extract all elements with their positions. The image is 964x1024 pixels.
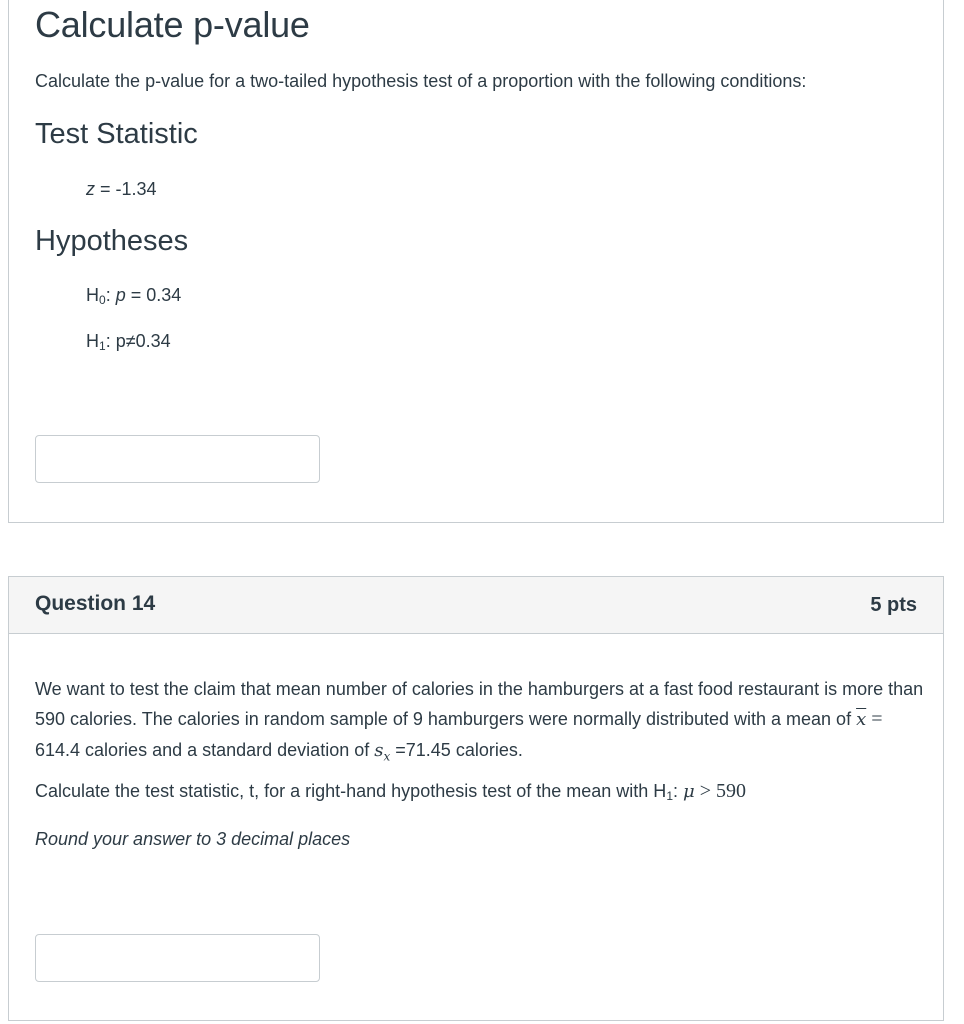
test-statistic-heading: Test Statistic bbox=[35, 118, 198, 150]
xbar-symbol: $\overline{x}$ bbox=[856, 709, 867, 730]
sx-symbol: s bbox=[374, 740, 384, 761]
task-number: 590 bbox=[716, 780, 746, 802]
h1-variable: p bbox=[115, 331, 126, 351]
question-text: We want to test the claim that mean number of calories in the hamburgers at a fast food restaurant is more than 590 calories. The calories in random sample of 9 hamburgers were normally distributed with a mean of $\overline{x} = 614.4$ calories and a standard deviation of $s_x =71.45$ calories. bbox=[35, 679, 924, 764]
h0-label: H bbox=[86, 285, 99, 305]
greater-than: > bbox=[694, 780, 716, 802]
question-header bbox=[9, 577, 943, 634]
answer-input[interactable] bbox=[35, 435, 320, 483]
task-subscript: 1 bbox=[666, 789, 673, 803]
answer-input[interactable] bbox=[35, 934, 320, 982]
question-14-card bbox=[8, 576, 944, 1021]
rounding-hint: Round your answer to 3 decimal places bbox=[35, 829, 351, 849]
z-statistic-line bbox=[86, 179, 157, 200]
h1-label: H bbox=[86, 331, 99, 351]
h1-value: ≠0.34 bbox=[125, 331, 171, 351]
sx-subscript: x bbox=[383, 749, 391, 764]
question-name: Question 14 bbox=[35, 592, 156, 615]
z-variable: z bbox=[86, 179, 95, 199]
question-13-card bbox=[8, 0, 944, 523]
null-hypothesis: $H_0$: p = 0.34 bbox=[86, 285, 182, 307]
h0-subscript: 0 bbox=[99, 293, 106, 307]
z-value: = -1.34 bbox=[95, 179, 157, 199]
question-points: 5 pts bbox=[870, 594, 917, 616]
h1-subscript: 1 bbox=[99, 339, 106, 353]
mu-symbol: μ bbox=[683, 781, 695, 802]
question-task: Calculate the test statistic, t, for a right-hand hypothesis test of the mean with $H_1$: μ > 590 bbox=[35, 780, 746, 803]
h0-variable: p bbox=[115, 285, 126, 305]
h0-value: = 0.34 bbox=[125, 285, 182, 305]
question-intro: Calculate the p-value for a two-tailed hypothesis test of a proportion with the following conditions: bbox=[35, 71, 807, 91]
question-title: Calculate p-value bbox=[35, 4, 310, 45]
alternative-hypothesis: $H_1$: p≠0.34 bbox=[86, 331, 171, 353]
hypotheses-heading: Hypotheses bbox=[35, 225, 189, 257]
xbar-equals: = bbox=[866, 708, 883, 730]
